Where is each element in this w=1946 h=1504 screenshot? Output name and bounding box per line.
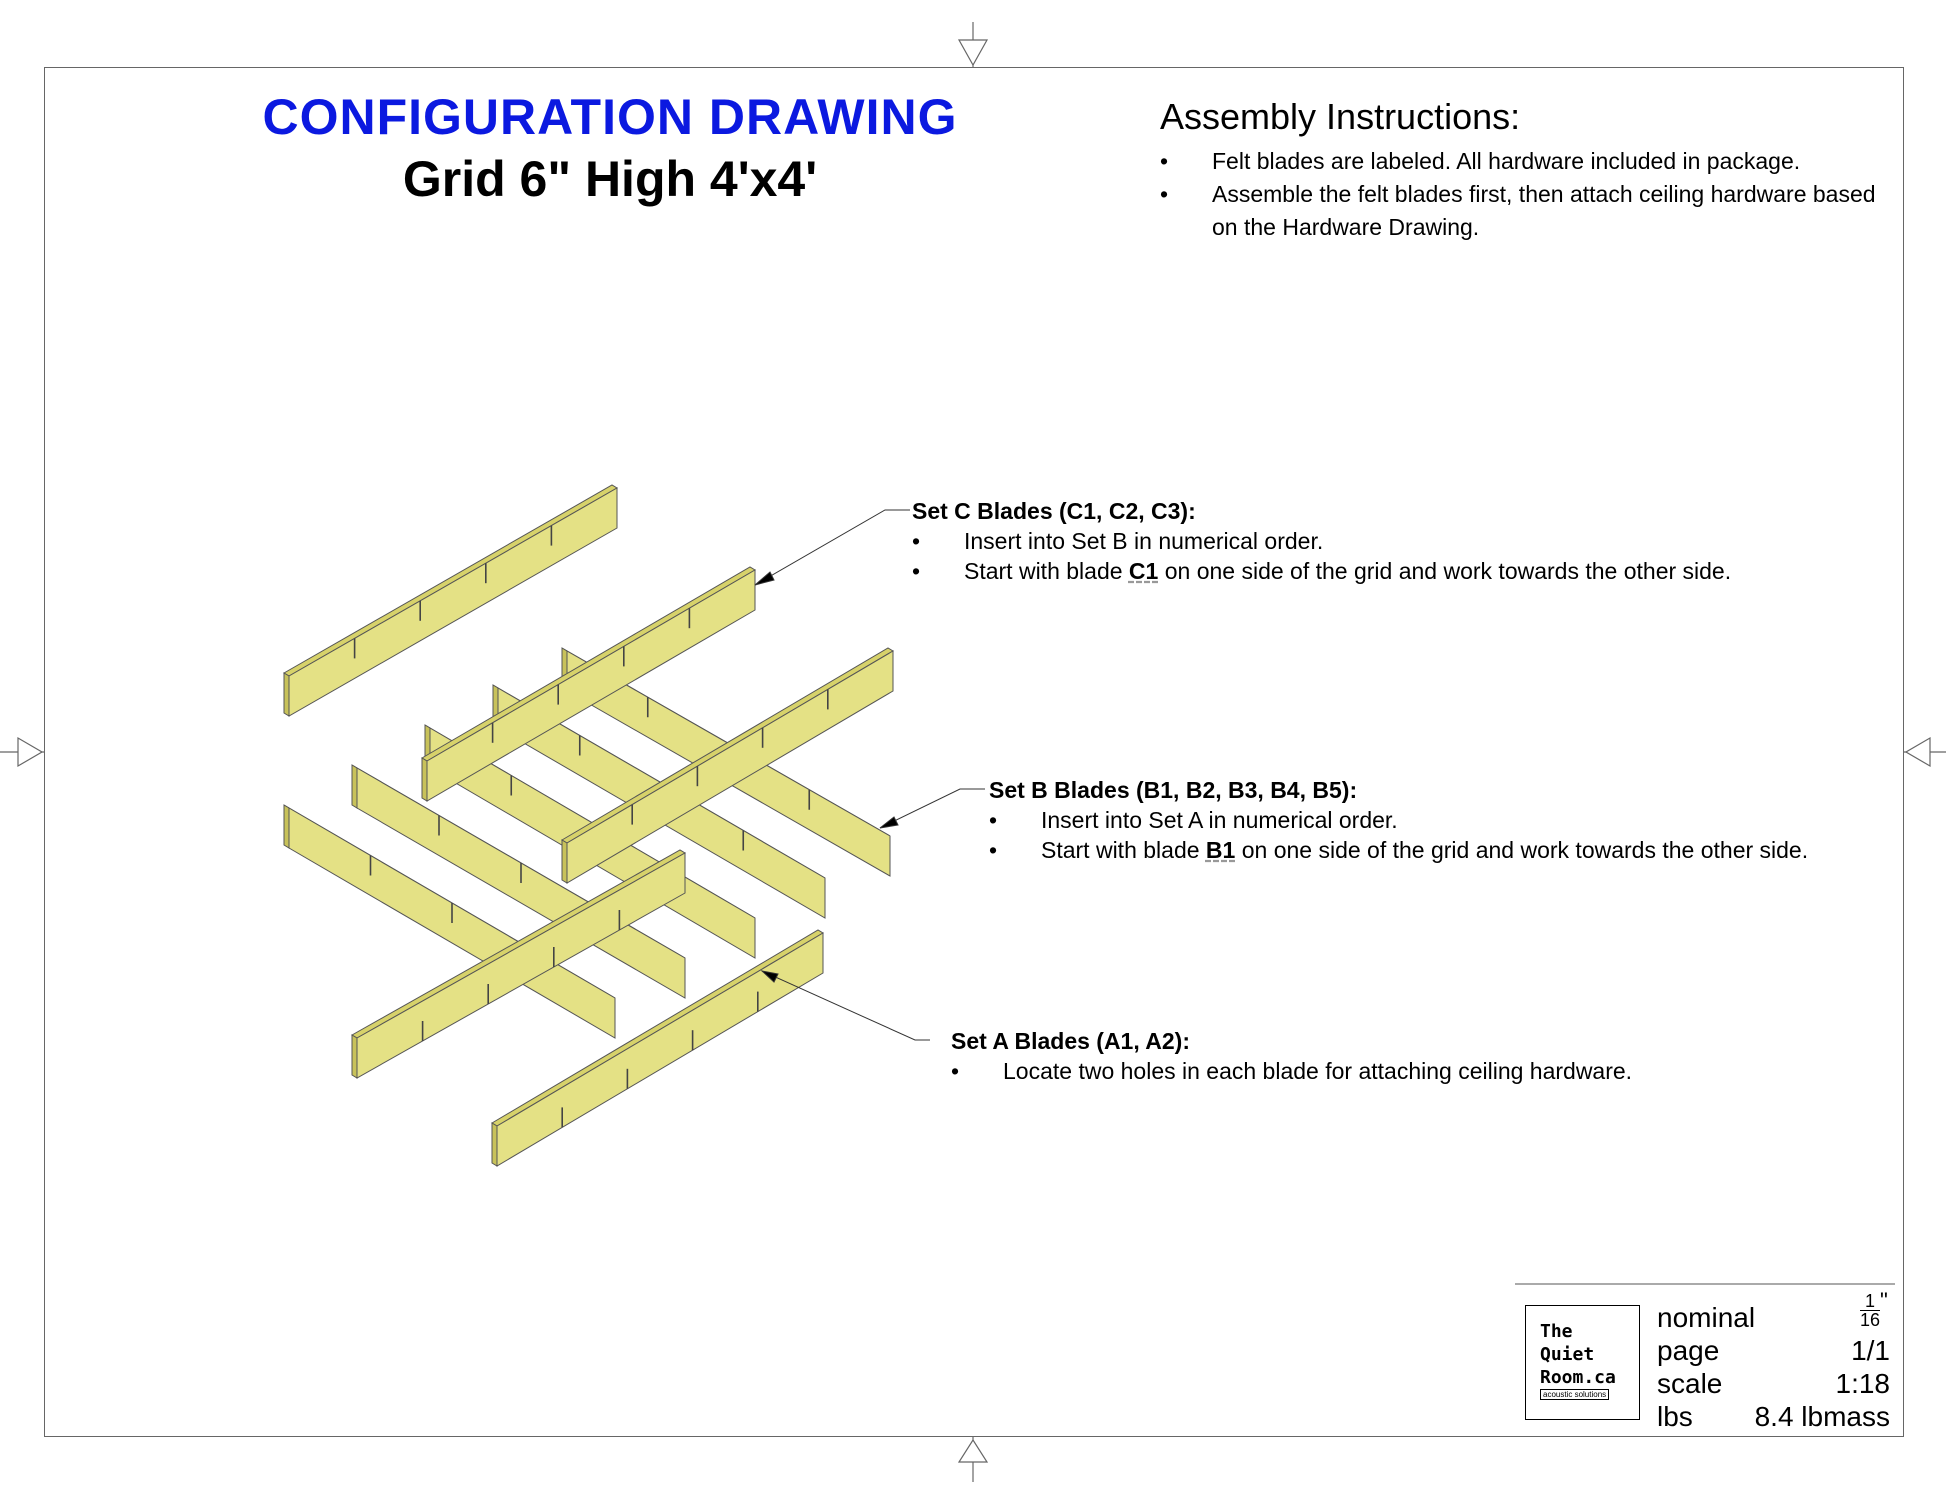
tb-value-page: 1/1 (1851, 1335, 1890, 1366)
company-logo-text: The Quiet Room.ca (1540, 1321, 1616, 1388)
set-c-item: • Start with blade C1 on one side of the grid and work towards the other side. (912, 556, 1731, 586)
blade-label-b1: B1 (1205, 837, 1236, 863)
assembly-heading: Assembly Instructions: (1160, 96, 1521, 137)
company-logo-subtitle: acoustic solutions (1540, 1389, 1609, 1400)
set-c-item: • Insert into Set B in numerical order. (912, 526, 1731, 556)
drawing-title: CONFIGURATION DRAWING (262, 89, 958, 145)
set-a-title: Set A Blades (A1, A2): (951, 1028, 1190, 1054)
set-c-title: Set C Blades (C1, C2, C3): (912, 498, 1196, 524)
set-b-item: • Start with blade B1 on one side of the grid and work towards the other side. (989, 835, 1808, 865)
tb-label-lbs: lbs (1657, 1401, 1693, 1432)
tb-value-nominal: $\frac{1}{16}$ " (1860, 1288, 1888, 1330)
tb-label-page: page (1657, 1335, 1720, 1366)
blade-label-c1: C1 (1128, 558, 1159, 584)
tb-value-scale: 1:18 (1835, 1368, 1890, 1399)
tb-label-scale: scale (1657, 1368, 1723, 1399)
tb-value-lbs: 8.4 lbmass (1754, 1401, 1890, 1432)
tb-label-nominal: nominal (1657, 1302, 1756, 1333)
set-a-item: • Locate two holes in each blade for attaching ceiling hardware. (951, 1056, 1632, 1086)
set-b-item: • Insert into Set A in numerical order. (989, 805, 1808, 835)
drawing-subtitle: Grid 6" High 4'x4' (402, 151, 818, 207)
assembly-item: • Assemble the felt blades first, then attach ceiling hardware based on the Hardware Drawing. (1160, 178, 1880, 244)
assembly-item: • Felt blades are labeled. All hardware included in package. (1160, 145, 1880, 178)
set-b-title: Set B Blades (B1, B2, B3, B4, B5): (989, 777, 1358, 803)
